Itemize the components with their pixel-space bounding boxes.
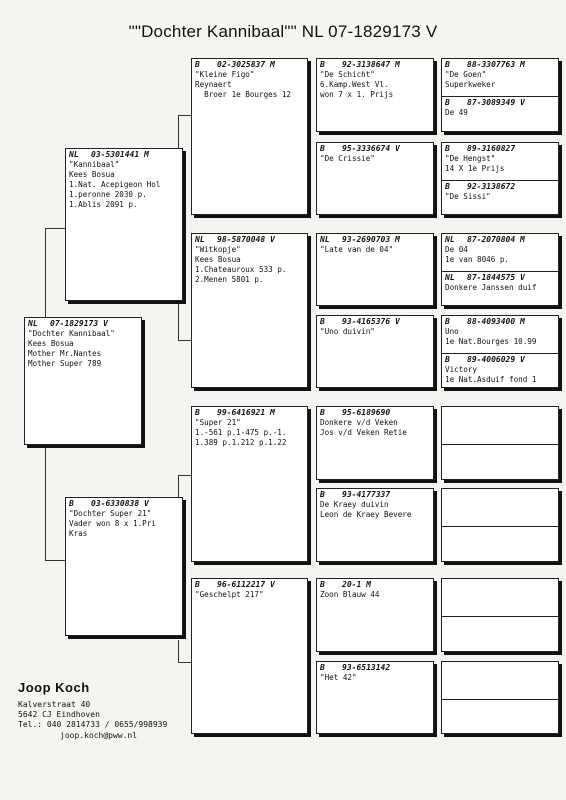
card-line: 6.Kamp.West Vl. (320, 80, 389, 89)
country-code: B (320, 60, 325, 69)
connector (178, 340, 191, 341)
page-title: ""Dochter Kannibaal"" NL 07-1829173 V (128, 22, 438, 41)
pedigree-card-dsd (316, 488, 434, 562)
card-line: 1.peronne 2030 p. (69, 190, 147, 199)
country-code: NL (69, 150, 79, 159)
card-line: Kees Bosua (69, 170, 115, 179)
ring-number: 93-4165376 V (342, 317, 400, 326)
ring-number: 88-3307763 M (467, 60, 525, 69)
pedigree-card-sd (191, 233, 308, 388)
card-line: "Witkopje" (195, 245, 241, 254)
country-code: B (445, 98, 450, 107)
card-line: "Kleine Figo" (195, 70, 255, 79)
ring-number: 02-3025837 M (217, 60, 275, 69)
card-line: "Late van de 04" (320, 245, 394, 254)
ring-number: 93-6513142 (342, 663, 391, 672)
connector (178, 115, 179, 149)
card-line: Jos v/d Veken Retie (320, 428, 407, 437)
country-code: B (320, 408, 325, 417)
country-code: B (195, 580, 200, 589)
ring-number: 87-3089349 V (467, 98, 525, 107)
card-line: "Het 42" (320, 673, 357, 682)
ring-number: 93-4177337 (342, 490, 391, 499)
ring-number: 98-5870048 V (217, 235, 275, 244)
card-line: 2.Menen 5801 p. (195, 275, 264, 284)
country-code: NL (320, 235, 330, 244)
country-code: B (320, 663, 325, 672)
ring-number: 87-1844575 V (467, 273, 525, 282)
card-line: "Dochter Kannibaal" (28, 329, 115, 338)
ring-number: 92-3138672 (467, 182, 516, 191)
card-line: Kees Bosua (28, 339, 74, 348)
card-line: Donkere Janssen duif (445, 283, 537, 292)
ring-number: 93-2690703 M (342, 235, 400, 244)
card-line: Leon de Kraey Bevere (320, 510, 412, 519)
ring-number: 89-3160827 (467, 144, 516, 153)
card-line: Zoon Blauw 44 (320, 590, 380, 599)
pedigree-card-empty (441, 488, 559, 562)
ring-number: 88-4093400 M (467, 317, 525, 326)
pedigree-card-pair (441, 142, 559, 215)
card-line: 1.Nat. Acepigeon Hol (69, 180, 161, 189)
connector (178, 475, 191, 476)
pedigree-card-ssd (316, 142, 434, 215)
card-line: "De Goen" (445, 70, 487, 79)
connector (45, 228, 65, 229)
pedigree-card-pair (441, 315, 559, 388)
pedigree-card-ss (191, 58, 308, 215)
card-line: Victory (445, 365, 478, 374)
card-line: 1e van 8046 p. (445, 255, 510, 264)
breeder-name: Joop Koch (18, 680, 90, 695)
card-line: 1.389 p.1.212 p.1.22 (195, 438, 287, 447)
card-line: Uno (445, 327, 459, 336)
connector (45, 228, 46, 318)
ring-number: 07-1829173 V (50, 319, 108, 328)
pedigree-card-dss (316, 406, 434, 480)
country-code: B (320, 317, 325, 326)
card-line: Kees Bosua (195, 255, 241, 264)
card-line: Mother Super 789 (28, 359, 102, 368)
connector (178, 662, 191, 663)
card-line: "Uno duivin" (320, 327, 375, 336)
ring-number: 92-3138647 M (342, 60, 400, 69)
card-line: "De Hengst" (445, 154, 496, 163)
connector (178, 640, 179, 662)
pedigree-card-sss (316, 58, 434, 132)
card-line: 1e Nat.Bourges 10.99 (445, 337, 537, 346)
pedigree-card-pair (441, 58, 559, 132)
card-line: Kras (69, 529, 88, 538)
pedigree-card-empty (441, 661, 559, 734)
card-line: "De Sissi" (445, 192, 491, 201)
country-code: B (445, 317, 450, 326)
card-line: Donkere v/d Veken (320, 418, 398, 427)
card-line: 1e Nat.Asduif fond 1 (445, 375, 537, 384)
card-line: Superkweker (445, 80, 496, 89)
country-code: NL (28, 319, 38, 328)
card-line: "Dochter Super 21" (69, 509, 152, 518)
card-line: 1.Chateauroux 533 p. (195, 265, 287, 274)
country-code: B (195, 60, 200, 69)
country-code: B (445, 60, 450, 69)
ring-number: 96-6112217 V (217, 580, 275, 589)
ring-number: 95-6189690 (342, 408, 391, 417)
ring-number: 03-6330838 V (91, 499, 149, 508)
card-line: won 7 x 1. Prijs (320, 90, 394, 99)
card-line: 1.-561 p.1-475 p.-1. (195, 428, 287, 437)
connector (45, 560, 65, 561)
connector (45, 445, 46, 560)
card-line: De 04 (445, 245, 468, 254)
pedigree-card-empty (441, 406, 559, 480)
pedigree-card-sire (65, 148, 183, 301)
pedigree-card-dds (316, 578, 434, 652)
pedigree-card-pair (441, 233, 559, 306)
country-code: B (320, 580, 325, 589)
country-code: NL (445, 235, 455, 244)
card-line: "De Schicht" (320, 70, 375, 79)
pedigree-card-subject (24, 317, 142, 445)
ring-number: 89-4006029 V (467, 355, 525, 364)
country-code: B (445, 355, 450, 364)
card-line: "Kannibaal" (69, 160, 120, 169)
ring-number: 99-6416921 M (217, 408, 275, 417)
card-line: De Kraey duivin (320, 500, 389, 509)
pedigree-card-ddd (316, 661, 434, 734)
breeder-street: Kalverstraat 40 (18, 700, 91, 709)
ring-number: 87-2070804 M (467, 235, 525, 244)
country-code: B (320, 144, 325, 153)
card-line: De 49 (445, 108, 468, 117)
country-code: B (445, 182, 450, 191)
country-code: B (445, 144, 450, 153)
connector (178, 300, 179, 340)
country-code: NL (445, 273, 455, 282)
card-line: Vader won 8 x 1.Pri (69, 519, 156, 528)
country-code: B (195, 408, 200, 417)
ring-number: 20-1 M (342, 580, 371, 589)
card-line: "De Crissie" (320, 154, 375, 163)
card-line: 1.Ablis 2091 p. (69, 200, 138, 209)
pedigree-card-sds (316, 233, 434, 306)
card-line: "Super 21" (195, 418, 241, 427)
card-line: 14 X 1e Prijs (445, 164, 505, 173)
card-line: "Geschelpt 217" (195, 590, 264, 599)
breeder-phone: Tel.: 040 2814733 / 0655/998939 (18, 720, 168, 729)
card-line: Broer 1e Bourges 12 (195, 90, 292, 99)
pedigree-card-dam (65, 497, 183, 636)
pedigree-card-ds (191, 406, 308, 562)
pedigree-card-empty (441, 578, 559, 652)
pedigree-card-dd (191, 578, 308, 734)
card-line: Mother Mr.Nantes (28, 349, 102, 358)
country-code: NL (195, 235, 205, 244)
card-line: Reynaert (195, 80, 232, 89)
breeder-city: 5642 CJ Eindhoven (18, 710, 100, 719)
country-code: B (320, 490, 325, 499)
ring-number: 03-5301441 M (91, 150, 149, 159)
country-code: B (69, 499, 74, 508)
breeder-email: joop.koch@pww.nl (60, 731, 138, 740)
connector (178, 115, 191, 116)
pedigree-card-sdd (316, 315, 434, 388)
ring-number: 95-3336674 V (342, 144, 400, 153)
